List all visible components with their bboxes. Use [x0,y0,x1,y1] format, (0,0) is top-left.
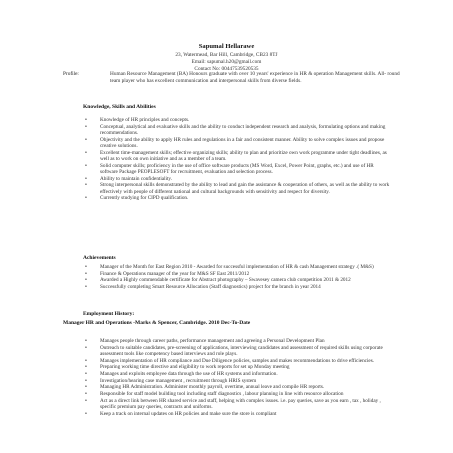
knowledge-list [85,117,390,202]
bullet-icon: • [85,117,87,123]
bullet-icon: • [85,364,87,371]
bullet-icon: • [85,136,87,143]
list-item-text: Conceptual, analytical and evaluative skills and the ability to conduct independent research and analysis, formulating options and making recommendations. [100,123,386,136]
list-item [85,371,390,377]
bullet-icon: • [85,377,87,384]
list-item-text: Knowledge of HR principles and concepts. [100,117,190,123]
list-item-text: Preparing working time directive and eligibility to work reports for set up Monday meeting [100,364,290,371]
list-item-text: Strong interpersonal skills demonstrated by the ability to lead and gain the assistance & cooperation of others, as well as the ability to work effectively with people of different national and cultural backgrounds with sensitivity and respect for diversity. [100,182,390,195]
list-item [85,163,390,176]
list-item-text: Ability to maintain confidentiality. [100,175,172,182]
bullet-icon: • [85,175,87,182]
list-item-text: Manages implementation of HR compliance and Due Diligence policies, samples and makes recommendations to drive efficiencies. [100,357,375,364]
list-item-text: Solid computer skills; proficiency in the use of office software products (MS Word, Excel, Power Point, graphs, etc.) and use of HR software Package PEOPLESOFT for recruitment, evaluation and selection process. [100,162,374,175]
bullet-icon: • [85,338,87,344]
list-item [85,364,390,370]
list-item [85,384,390,390]
list-item-text: Outreach to suitable candidates, pre-screening of applications, interviewing candidates and assessment of required skills using corporate assessment tools like competency based interviews and role plays. [100,344,383,357]
list-item-text: Excellent time-management skills; effective organizing skills; ability to plan and prioritize own work programme under tight deadlines, as well as to work on own initiative and as a member of a team. [100,149,387,162]
list-item-text: Objectivity and the ability to apply HR rules and regulations in a fair and consistent manner. Ability to solve complex issues and propose creative solutions. [100,136,385,149]
bullet-icon: • [85,162,87,169]
achievements-list [85,264,390,291]
list-item-text: Currently studying for CIPD qualification. [100,195,189,202]
bullet-icon: • [85,149,87,156]
achievements-heading: Achievements [83,255,116,261]
list-item [85,398,390,411]
bullet-icon: • [85,264,87,270]
list-item-text: Responsible for staff model building tool including staff diagnostics , labour planning in line with resource allocation [100,391,344,398]
list-item [85,117,390,123]
profile-text: Human Resource Management (BA) Honours graduate with over 10 years' experience in HR & operation Management skills. All- round team player who has excellent communication and interpersonal skills from diverse fields. [110,71,400,84]
list-item-text: Manager of the Month for East Region 2010 - Awarded for successful implementation of HR & cash Management strategy .( M&S) [100,264,374,270]
bullet-icon: • [85,391,87,398]
list-item-text: Manages people through career paths, performance management and agreeing a Personal Development Plan [100,338,325,344]
bullet-icon: • [85,410,87,417]
list-item-text: Finance & Operations manager of the year for M&S SF East 2011/2012 [100,270,250,277]
list-item [85,195,390,201]
job-title: Manager HR and Operations -Marks & Spencer, Cambridge. 2010 Dec-To-Date [63,320,251,326]
bullet-icon: • [85,123,87,130]
bullet-icon: • [85,270,87,277]
list-item [85,124,390,137]
employment-heading: Employment History: [83,311,135,317]
email-line: Email: sapumal.h20@gmail.com [191,59,262,65]
list-item [85,378,390,384]
list-item [85,391,390,397]
knowledge-heading: Knowledge, Skills and Abilities [83,104,156,110]
bullet-icon: • [85,371,87,378]
bullet-icon: • [85,344,87,351]
list-item-text: Awarded a Highly commendable certificate for Abstract photography – Swavesey camera club competition 2011 & 2012 [100,277,351,284]
list-item-text: Manages and exploits employee data through the use of HR systems and information. [100,371,278,378]
bullet-icon: • [85,182,87,189]
list-item [85,150,390,163]
contact-line: Contact No: 00447539520535 [194,66,259,72]
bullet-icon: • [85,397,87,404]
bullet-icon: • [85,284,87,291]
list-item [85,411,390,417]
list-item [85,277,390,283]
bullet-icon: • [85,277,87,284]
list-item-text: Managing HR Administration. Administer monthly payroll, overtime, annual leave and compile HR reports. [100,384,325,391]
list-item-text: Successfully completing Smart Resource Allocation (Staff diagnostics) project for the branch in year 2014 [100,284,321,291]
candidate-name: Sapumal Hellarawe [198,43,255,50]
list-item-text: Investigation/hearing case management , recruitment through HRIS system [100,377,257,384]
list-item-text: Keep a track on internal updates on HR policies and make sure the store is compliant [100,410,277,417]
list-item [85,264,390,270]
list-item [85,182,390,195]
bullet-icon: • [85,195,87,202]
employment-list [85,338,390,417]
bullet-icon: • [85,357,87,364]
profile-label: Profile: [63,71,79,77]
list-item [85,345,390,358]
list-item [85,176,390,182]
list-item [85,284,390,290]
bullet-icon: • [85,384,87,391]
list-item [85,137,390,150]
address-line: 23, Watermead, Bar Hill, Cambridge, CB23 8TJ [175,52,278,58]
list-item [85,338,390,344]
list-item-text: Act as a direct link between HR shared service and staff, helping with complex issues. i.e. pay queries, save as you earn , tax , holiday , specific premium pay queries, contracts and uniforms. [100,397,381,411]
